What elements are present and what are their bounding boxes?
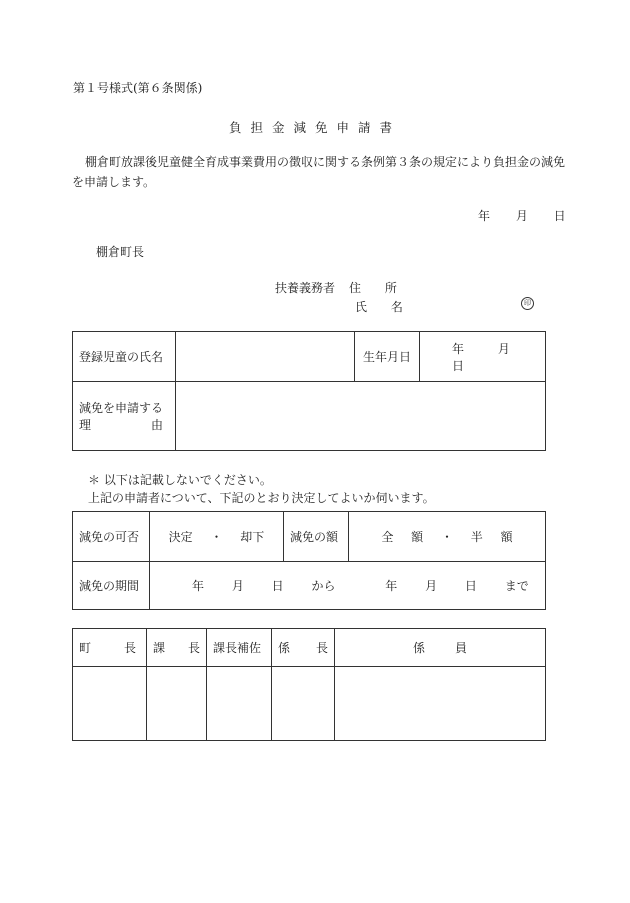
header-staff: 係 員 <box>335 629 546 667</box>
decision-table <box>72 511 546 610</box>
approval-stamp-table <box>72 628 546 741</box>
applicant-role: 扶養義務者 <box>275 281 336 295</box>
approval-options-text: 決定 ・ 却下 <box>168 530 265 544</box>
period-from: 年 月 日 から <box>192 579 336 593</box>
stamp-cell-assistant-chief[interactable] <box>207 667 272 741</box>
period-field[interactable] <box>150 562 546 610</box>
reason-label <box>73 382 176 451</box>
reason-field[interactable] <box>176 382 546 451</box>
header-town-chief: 町 長 <box>73 629 147 667</box>
reason-label-line2 <box>79 416 163 433</box>
birthdate-value: 年 月 日 <box>452 341 510 373</box>
note-decision-request: 上記の申請者について、下記のとおり決定してよいか伺います。 <box>88 491 435 505</box>
stamp-cell-section-chief[interactable] <box>147 667 207 741</box>
reason-label-char-b: 由 <box>150 418 163 432</box>
header-sub-chief: 係 長 <box>272 629 335 667</box>
stamp-cell-staff[interactable] <box>335 667 546 741</box>
child-name-field[interactable] <box>176 332 355 382</box>
period-label: 減免の期間 <box>73 562 150 610</box>
amount-label: 減免の額 <box>284 512 349 562</box>
birthdate-label: 生年月日 <box>355 332 420 382</box>
header-section-chief: 課 長 <box>147 629 207 667</box>
applicant-address-line <box>275 279 407 296</box>
amount-options[interactable] <box>349 512 546 562</box>
header-assistant-chief: 課長補佐 <box>207 629 272 667</box>
date-line: 年 月 日 <box>478 209 566 223</box>
applicant-child-table <box>72 331 546 451</box>
child-name-label: 登録児童の氏名 <box>73 332 176 382</box>
stamp-cell-town-chief[interactable] <box>73 667 147 741</box>
stamp-cell-sub-chief[interactable] <box>272 667 335 741</box>
document-title: 負担金減免申請書 <box>228 120 401 135</box>
birthdate-field[interactable] <box>420 332 546 382</box>
period-to: 年 月 日 まで <box>385 579 529 593</box>
approval-options[interactable] <box>150 512 284 562</box>
addressee: 棚倉町長 <box>96 245 145 259</box>
approval-label: 減免の可否 <box>73 512 150 562</box>
amount-options-text: 全 額 ・ 半 額 <box>381 530 513 544</box>
name-label: 氏 名 <box>355 300 413 314</box>
seal-icon: 印 <box>521 297 534 310</box>
note-do-not-fill: ＊ 以下は記載しないでください。 <box>88 473 272 487</box>
form-number-label: 第１号様式(第６条関係) <box>73 81 203 95</box>
address-label: 住 所 <box>349 281 407 295</box>
reason-label-line1: 減免を申請する <box>79 401 164 415</box>
reason-label-char-a: 理 <box>79 418 92 432</box>
application-statement: 棚倉町放課後児童健全育成事業費用の徴収に関する条例第３条の規定により負担金の減免を申請します。 <box>72 155 566 189</box>
